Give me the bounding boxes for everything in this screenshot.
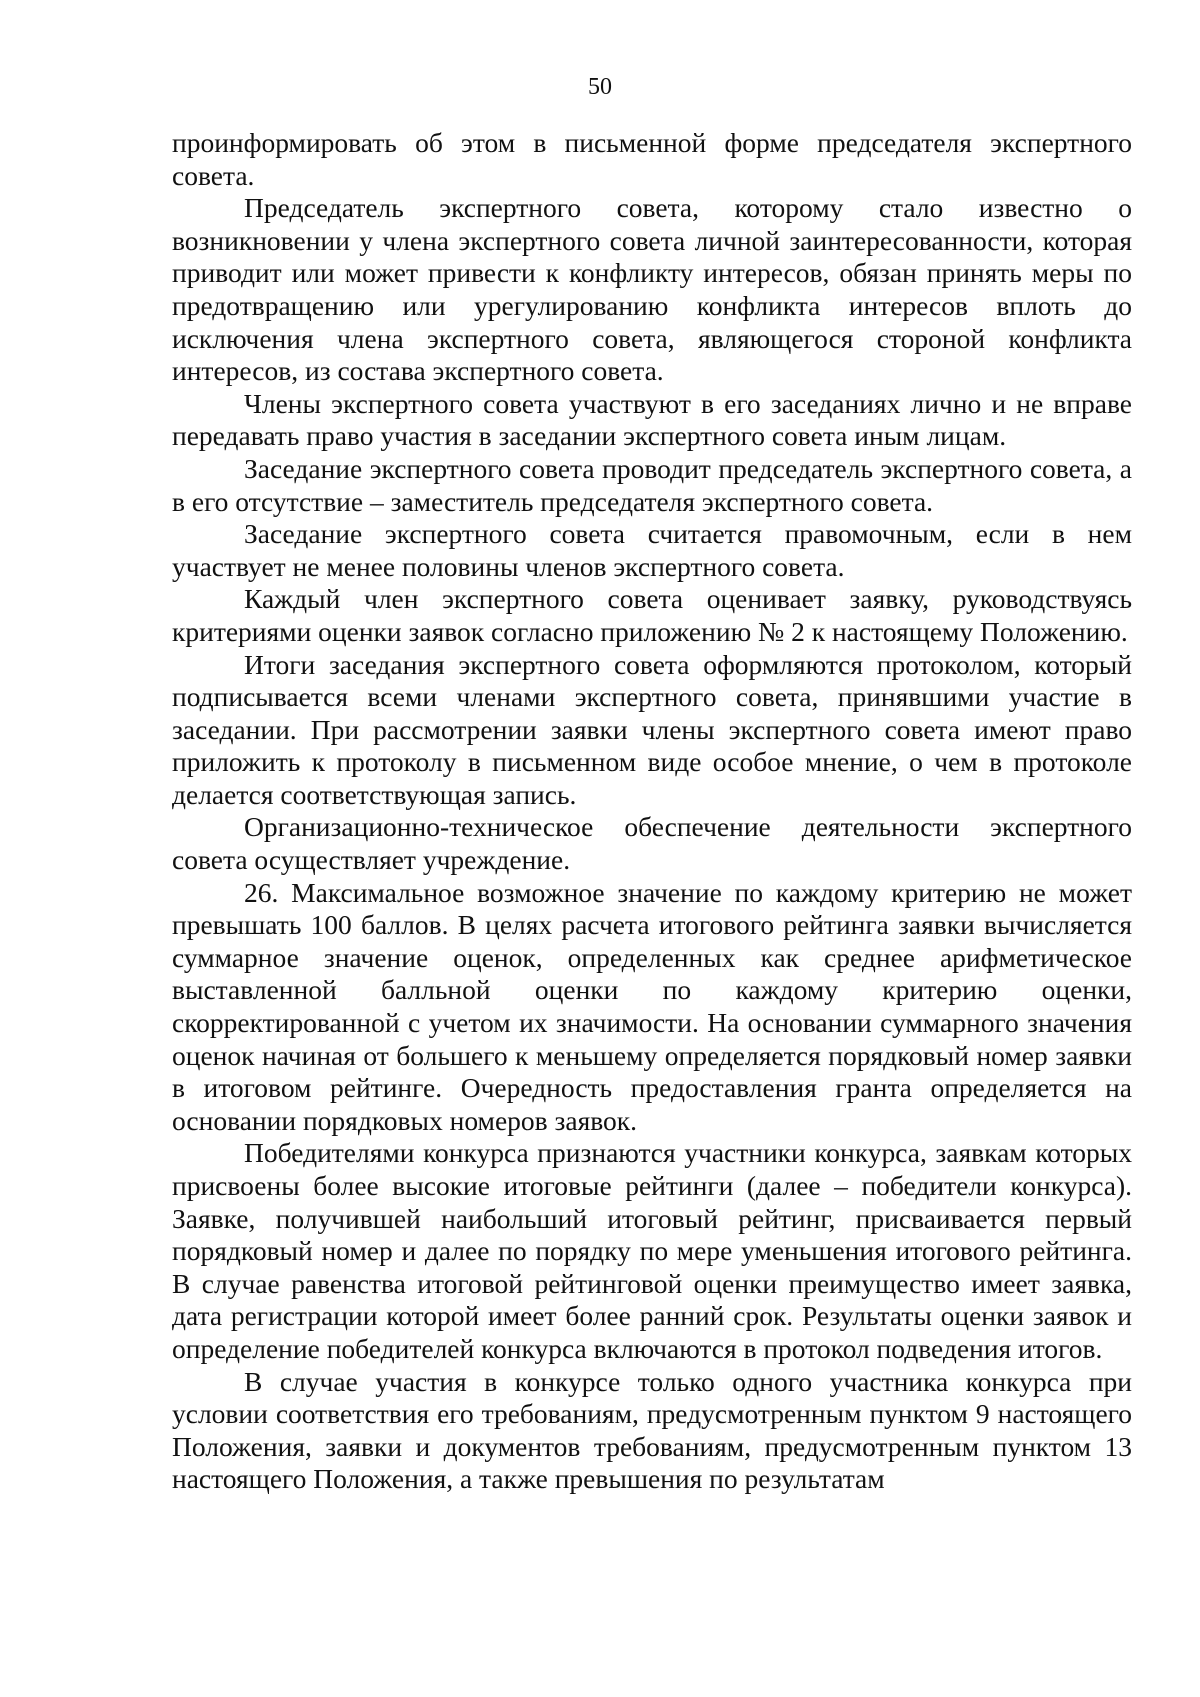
paragraph-6: Каждый член экспертного совета оценивает заявку, руководствуясь критериями оценки заявок согласно приложению № 2 к настоящему Положению. [172,583,1132,647]
paragraph-4: Заседание экспертного совета проводит председатель экспертного совета, а в его отсутствие – заместитель председателя экспертного совета. [172,452,1132,517]
paragraph-3: Члены экспертного совета участвуют в его заседаниях лично и не вправе передавать право участия в заседании экспертного совета иным лицам. [172,387,1132,452]
paragraph-9: 26. Максимальное возможное значение по каждому критерию не может превышать 100 баллов. В целях расчета итогового рейтинга заявки вычисляется суммарное значение оценок, определенных как среднее арифметическое выставленной балльной оценки по каждому критерию оценки, скорректированной с учетом их значимости. На основании суммарного значения оценок начиная от большего к меньшему определяется порядковый номер заявки в итоговом рейтинге. Очередность предоставления гранта определяется на основании порядковых номеров заявок. [172,876,1132,1136]
paragraph-10: Победителями конкурса признаются участники конкурса, заявкам которых присвоены более высокие итоговые рейтинги (далее – победители конкурса). Заявке, получившей наибольший итоговый рейтинг, присваивается первый порядковый номер и далее по порядку по мере уменьшения итогового рейтинга. В случае равенства итоговой рейтинговой оценки преимущество имеет заявка, дата регистрации которой имеет более ранний срок. Результаты оценки заявок и определение победителей конкурса включаются в протокол подведения итогов. [172,1137,1132,1364]
paragraph-2: Председатель экспертного совета, которому стало известно о возникновении у члена экспертного совета личной заинтересованности, которая приводит или может привести к конфликту интересов, обязан принять меры по предотвращению или урегулированию конфликта интересов вплоть до исключения члена экспертного совета, являющегося стороной конфликта интересов, из состава экспертного совета. [172,192,1132,387]
paragraph-1: проинформировать об этом в письменной форме председателя экспертного совета. [172,127,1132,191]
paragraph-11: В случае участия в конкурсе только одного участника конкурса при условии соответствия его требованиям, предусмотренным пунктом 9 настоящего Положения, заявки и документов требованиям, предусмотренным пунктом 13 настоящего Положения, а также превышения по результатам [172,1365,1132,1495]
paragraph-5: Заседание экспертного совета считается правомочным, если в нем участвует не менее половины членов экспертного совета. [172,518,1132,582]
paragraph-7: Итоги заседания экспертного совета оформляются протоколом, который подписывается всеми членами экспертного совета, принявшими участие в заседании. При рассмотрении заявки члены экспертного совета имеют право приложить к протоколу в письменном виде особое мнение, о чем в протоколе делается соответствующая запись. [172,648,1132,810]
paragraph-8: Организационно-техническое обеспечение деятельности экспертного совета осуществляет учреждение. [172,811,1132,876]
document-body [172,127,1132,1496]
page-number: 50 [588,74,612,100]
